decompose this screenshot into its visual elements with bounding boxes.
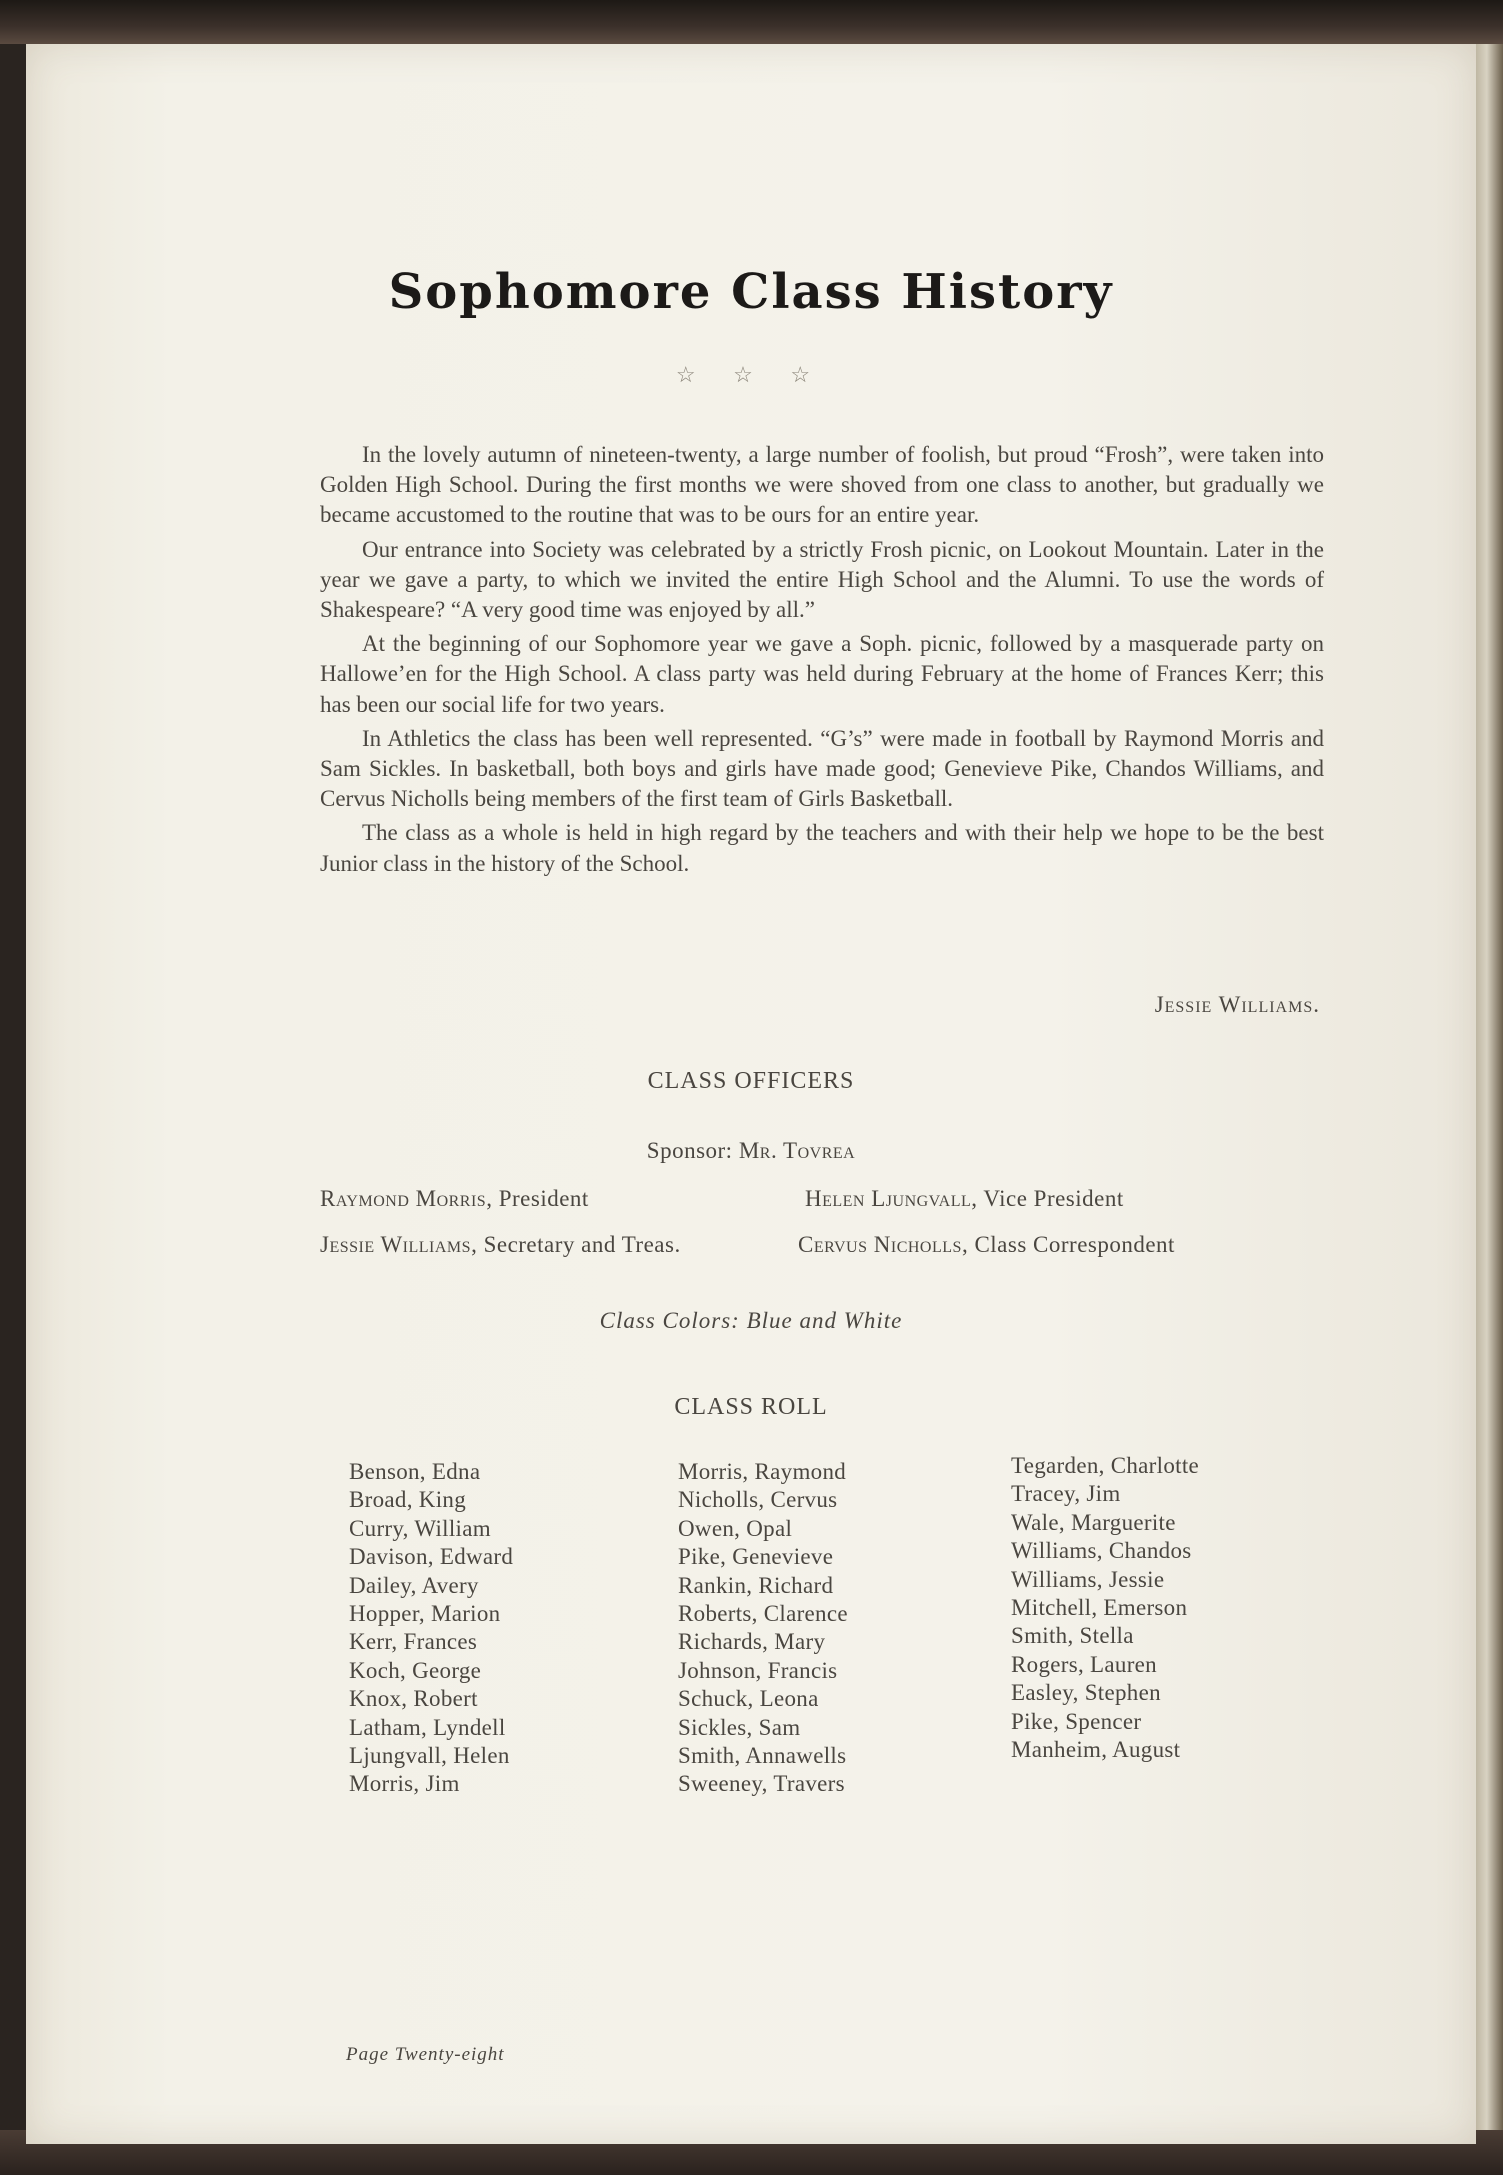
roll-name: Williams, Jessie <box>1011 1566 1165 1592</box>
officer-name: Raymond Morris <box>320 1186 487 1211</box>
roll-name: Williams, Chandos <box>1011 1538 1192 1564</box>
colors-value: Blue and White <box>746 1308 903 1333</box>
roll-name: Pike, Genevieve <box>678 1544 834 1570</box>
roll-name: Roberts, Clarence <box>678 1601 848 1627</box>
roll-name: Owen, Opal <box>678 1515 793 1541</box>
paragraph: The class as a whole is held in high regard by the teachers and with their help we hope to be the best Junior class in the history of the School. <box>320 820 1324 876</box>
roll-name: Sickles, Sam <box>678 1714 801 1740</box>
roll-name: Hopper, Marion <box>349 1601 501 1627</box>
star-ornament: ☆ ☆ ☆ <box>675 362 827 387</box>
roll-name: Richards, Mary <box>678 1629 826 1655</box>
roll-name: Rogers, Lauren <box>1011 1651 1157 1677</box>
roll-name: Tegarden, Charlotte <box>1011 1453 1200 1478</box>
roll-name: Smith, Stella <box>1011 1623 1134 1649</box>
officer-role: , Secretary and Treas. <box>471 1232 681 1257</box>
officer-name: Cervus Nicholls <box>798 1232 962 1257</box>
roll-heading: CLASS ROLL <box>674 1394 828 1420</box>
officer-name: Jessie Williams <box>320 1232 472 1257</box>
roll-name: Wale, Marguerite <box>1011 1509 1176 1535</box>
roll-name: Johnson, Francis <box>678 1657 838 1683</box>
roll-name: Nicholls, Cervus <box>678 1487 838 1513</box>
top-shadow-band <box>0 0 1503 44</box>
page-title: Sophomore Class History <box>388 264 1114 320</box>
roll-name: Manheim, August <box>1011 1737 1181 1763</box>
paragraph: Our entrance into Society was celebrated by a strictly Frosh picnic, on Lookout Mountain. Later in the year we gave a party, to which we invited the entire High School and the Alumni. To use the words of Shakespeare? “A very good time was enjoyed by all.” <box>320 536 1324 623</box>
roll-name: Broad, King <box>349 1487 467 1513</box>
roll-name: Rankin, Richard <box>678 1572 834 1598</box>
roll-column-2 <box>678 1458 848 1799</box>
sponsor-line <box>26 1138 1476 1164</box>
roll-name: Sweeney, Travers <box>678 1771 845 1797</box>
roll-name: Morris, Raymond <box>678 1459 847 1484</box>
roll-name: Curry, William <box>349 1515 491 1541</box>
president-entry <box>320 1186 589 1212</box>
sponsor-name: Mr. Tovrea <box>738 1138 856 1163</box>
roll-name: Dailey, Avery <box>349 1572 479 1598</box>
author-signature: Jessie Williams. <box>1154 992 1320 1017</box>
roll-column-1 <box>349 1458 513 1799</box>
paragraph: At the beginning of our Sophomore year we gave a Soph. picnic, followed by a masquerade party on Hallowe’en for the High School. A class party was held during February at the home of Frances Kerr; this has been our social life for two years. <box>320 631 1324 717</box>
officer-role: , Class Correspondent <box>961 1232 1175 1257</box>
roll-name: Pike, Spencer <box>1011 1708 1142 1734</box>
officers-heading: CLASS OFFICERS <box>647 1068 855 1094</box>
roll-name: Ljungvall, Helen <box>349 1743 510 1769</box>
roll-name: Easley, Stephen <box>1011 1680 1161 1706</box>
roll-name: Davison, Edward <box>349 1544 514 1570</box>
correspondent-entry <box>798 1232 1175 1258</box>
roll-name: Benson, Edna <box>349 1459 481 1484</box>
roll-name: Koch, George <box>349 1657 482 1683</box>
paragraph: In the lovely autumn of nineteen-twenty, a large number of foolish, but proud “Frosh”, were taken into Golden High School. During the first months we were shoved from one class to another, but gradually we became accustomed to the routine that was to be ours for an entire year. <box>320 442 1324 528</box>
roll-name: Schuck, Leona <box>678 1686 819 1712</box>
colors-label: Class Colors: <box>599 1308 740 1333</box>
sponsor-label: Sponsor: <box>646 1138 733 1163</box>
page-number: Page Twenty-eight <box>346 2044 505 2065</box>
roll-name: Kerr, Frances <box>349 1629 478 1655</box>
roll-name: Tracey, Jim <box>1011 1481 1121 1507</box>
roll-column-3 <box>1011 1452 1199 1764</box>
paragraph: In Athletics the class has been well represented. “G’s” were made in football by Raymond Morris and Sam Sickles. In basketball, both boys and girls have made good; Genevieve Pike, Chandos Williams, and Cervus Nicholls being members of the first team of Girls Basketball. <box>320 725 1324 812</box>
officer-name: Helen Ljungvall <box>805 1186 972 1211</box>
roll-name: Latham, Lyndell <box>349 1714 506 1740</box>
page-binding-edge <box>1476 44 1503 2144</box>
officer-role: , President <box>486 1186 589 1211</box>
vice-president-entry <box>805 1186 1124 1212</box>
class-colors <box>26 1308 1476 1334</box>
roll-name: Smith, Annawells <box>678 1743 847 1769</box>
roll-name: Morris, Jim <box>349 1771 460 1797</box>
history-text <box>320 440 1324 883</box>
officer-role: , Vice President <box>971 1186 1124 1211</box>
roll-name: Mitchell, Emerson <box>1011 1595 1188 1621</box>
secretary-entry <box>320 1232 681 1258</box>
roll-name: Knox, Robert <box>349 1686 478 1712</box>
page <box>26 44 1476 2144</box>
